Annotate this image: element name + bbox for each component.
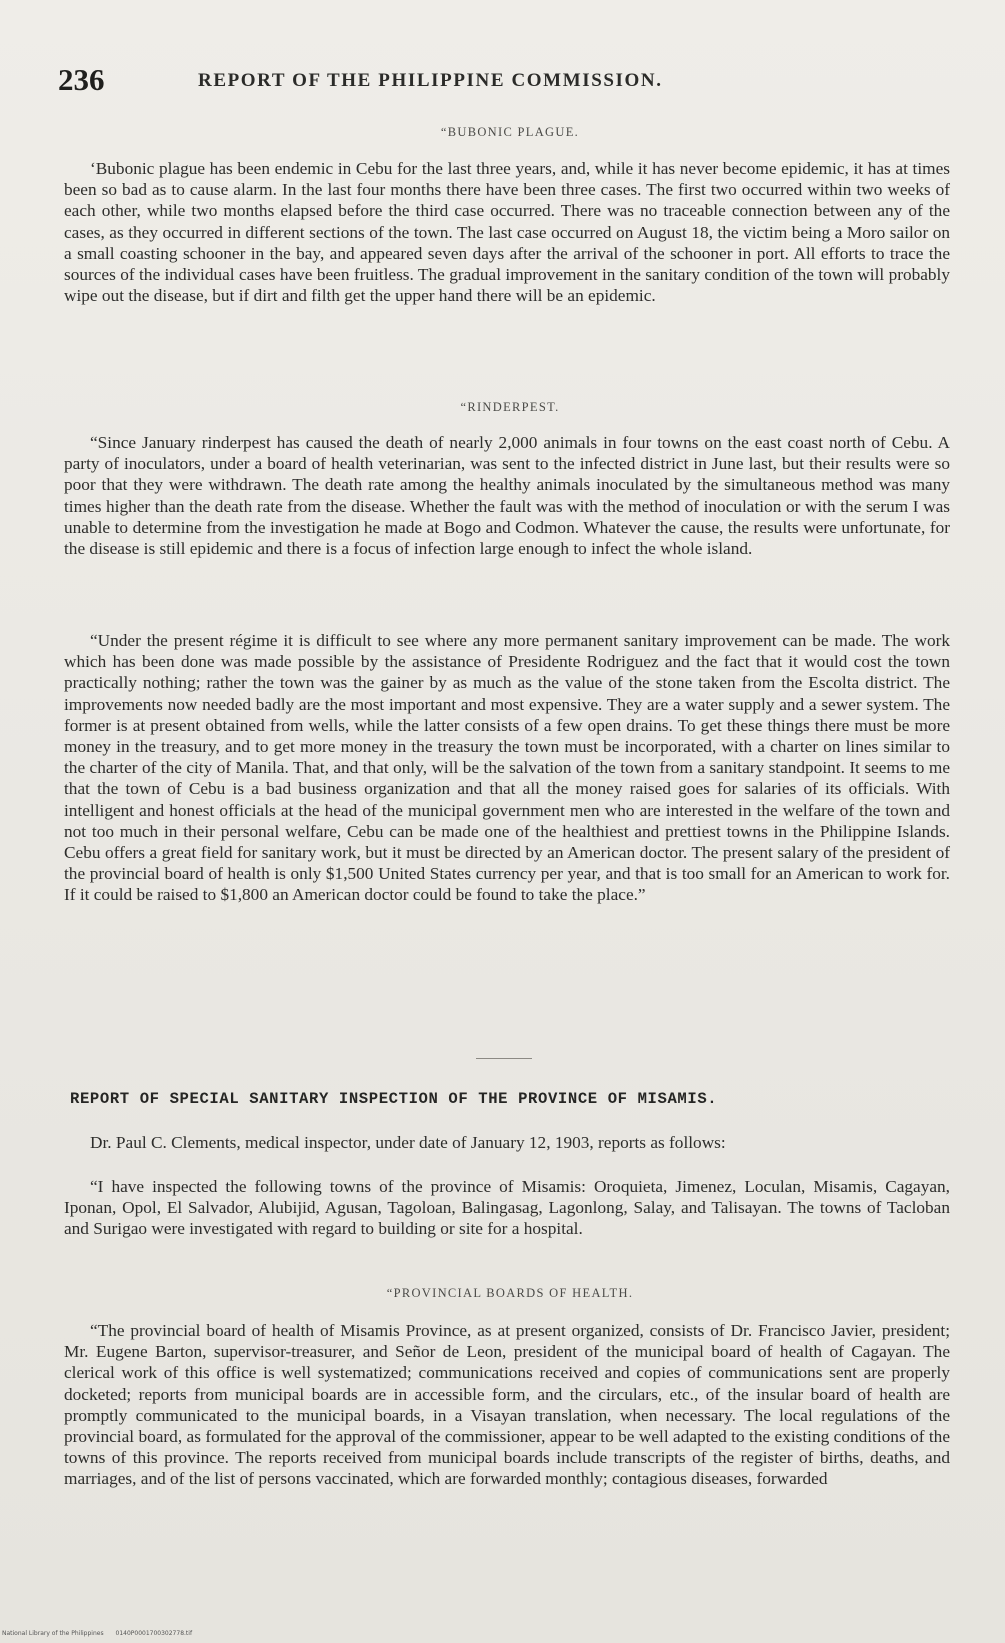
rinderpest-paragraph-1: “Since January rinderpest has caused the death of nearly 2,000 animals in four towns on the east coast north of Cebu. A party of inoculators, under a board of health veterinarian, was sent to the infected district in June last, but their results were so poor that they were withdrawn. The death rate among the healthy animals inoculated by the simultaneous method was many times higher than the death rate from the disease. Whether the fault was with the method of inoculation or with the serum I was unable to determine from the investigation he made at Bogo and Codmon. Whatever the cause, the results were unfortunate, for the disease is still epidemic and there is a focus of infection large enough to infect the whole island.: [64, 433, 950, 559]
page-header: [58, 62, 958, 102]
running-head: REPORT OF THE PHILIPPINE COMMISSION.: [198, 70, 663, 91]
provincial-boards-heading: “PROVINCIAL BOARDS OF HEALTH.: [386, 1286, 634, 1300]
library-credit: National Library of the Philippines: [2, 1630, 104, 1637]
rinderpest-heading: “RINDERPEST.: [460, 400, 560, 414]
bubonic-plague-heading: “BUBONIC PLAGUE.: [440, 125, 580, 139]
misamis-intro-paragraph: Dr. Paul C. Clements, medical inspector, under date of January 12, 1903, reports as follows:: [90, 1133, 726, 1152]
provincial-boards-paragraph: “The provincial board of health of Misamis Province, as at present organized, consists of Dr. Francisco Javier, president; Mr. Eugene Barton, supervisor-treasurer, and Señor de Leon, president of the municipal board of health of Cagayan. The clerical work of this office is well systematized; communications received and copies of communications sent are properly docketed; reports from municipal boards are in accessible form, and the circulars, etc., of the insular board of health are promptly communicated to the municipal boards, in a Visayan translation, when necessary. The local regulations of the provincial board, as formulated for the approval of the commissioner, appear to be well adapted to the existing conditions of the towns of this province. The reports received from municipal boards include transcripts of the register of births, deaths, and marriages, and of the list of persons vaccinated, which are forwarded monthly; contagious diseases, forwarded: [64, 1321, 950, 1489]
report-title: REPORT OF SPECIAL SANITARY INSPECTION OF THE PROVINCE OF MISAMIS.: [70, 1090, 718, 1108]
page-number: 236: [58, 62, 105, 97]
bubonic-plague-paragraph: ‘Bubonic plague has been endemic in Cebu for the last three years, and, while it has never become epidemic, it has at times been so bad as to cause alarm. In the last four months there have been three cases. The first two occurred within two weeks of each other, while two months elapsed before the third case occurred. There was no traceable connection between any of the cases, as they occurred in different sections of the town. The last case occurred on August 18, the victim being a Moro sailor on a small coasting schooner in the bay, and appeared seven days after the arrival of the schooner in port. All efforts to trace the sources of the individual cases have been fruitless. The gradual improvement in the sanitary condition of the town will probably wipe out the disease, but if dirt and filth get the upper hand there will be an epidemic.: [64, 159, 950, 306]
misamis-towns-paragraph: “I have inspected the following towns of the province of Misamis: Oroquieta, Jimenez, Loculan, Misamis, Cagayan, Iponan, Opol, El Salvador, Alubijid, Agusan, Tagoloan, Balingasag, Lagonlong, Salay, and Talisayan. The towns of Tacloban and Surigao were investigated with regard to building or site for a hospital.: [64, 1177, 950, 1239]
section-divider: [476, 1058, 532, 1059]
scan-file-code: 0140P0001700302778.tif: [115, 1630, 193, 1637]
scan-footer: [2, 1630, 202, 1637]
rinderpest-paragraph-2: “Under the present régime it is difficult to see where any more permanent sanitary improvement can be made. The work which has been done was made possible by the assistance of Presidente Rodriguez and the fact that it would cost the town practically nothing; rather the town was the gainer by as much as the value of the stone taken from the Escolta district. The improvements now needed badly are the most important and most expensive. They are a water supply and a sewer system. The former is at present obtained from wells, while the latter consists of a few open drains. To get these things there must be more money in the treasury, and to get more money in the treasury the town must be incorporated, with a charter on lines similar to the charter of the city of Manila. That, and that only, will be the salvation of the town from a sanitary standpoint. It seems to me that the town of Cebu is a bad business organization and that all the money raised goes for salaries of its officials. With intelligent and honest officials at the head of the municipal government men who are interested in the welfare of the town and not too much in their personal welfare, Cebu can be made one of the healthiest and prettiest towns in the Philippine Islands. Cebu offers a great field for sanitary work, but it must be directed by an American doctor. The present salary of the president of the provincial board of health is only $1,500 United States currency per year, and that is too small for an American to work for. If it could be raised to $1,800 an American doctor could be found to take the place.”: [64, 631, 950, 905]
